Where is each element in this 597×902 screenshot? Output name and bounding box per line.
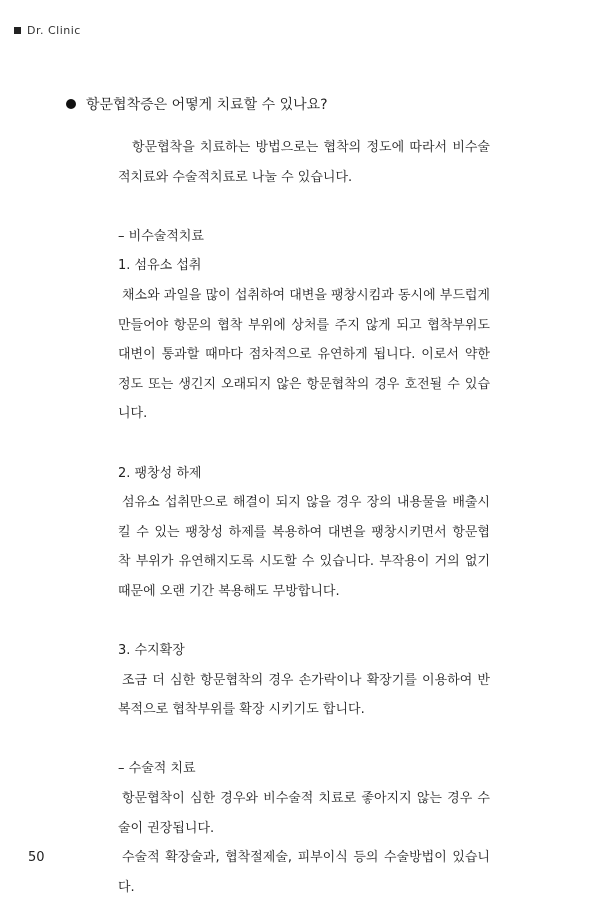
item2-title: 2. 팽창성 하제 <box>118 465 202 481</box>
running-header <box>14 24 81 37</box>
surgical-heading: – 수술적 치료 <box>118 761 196 777</box>
surgical-text-1: 항문협착이 심한 경우와 비수술적 치료로 좋아지지 않는 경우 수술이 권장됩니다. <box>118 791 490 836</box>
bullet-icon <box>66 99 76 109</box>
spacer <box>118 192 490 222</box>
question-heading <box>66 94 328 114</box>
intro-paragraph: 항문협착을 치료하는 방법으로는 협착의 정도에 따라서 비수술적치료와 수술적치료로 나눌 수 있습니다. <box>118 140 490 185</box>
spacer <box>118 607 490 637</box>
question-text: 항문협착증은 어떻게 치료할 수 있나요? <box>86 97 328 113</box>
surgical-text-2: 수술적 확장술과, 협착절제술, 피부이식 등의 수술방법이 있습니다. <box>118 850 490 895</box>
item3-text: 조금 더 심한 항문협착의 경우 손가락이나 확장기를 이용하여 반복적으로 협착부위를 확장 시키기도 합니다. <box>118 672 490 718</box>
header-title: Dr. Clinic <box>27 24 81 37</box>
item3-title: 3. 수지확장 <box>118 643 185 659</box>
page-number: 50 <box>28 850 45 865</box>
spacer <box>118 725 490 755</box>
item1-text: 채소와 과일을 많이 섭취하여 대변을 팽창시킴과 동시에 부드럽게 만들어야 항문의 협착 부위에 상처를 주지 않게 되고 협착부위도 대변이 통과할 때마다 점차적으로 유연하게 됩니다. 이로서 약한 정도 또는 생긴지 오래되지 않은 항문협착의 경우 호전될 수 있습니다. <box>118 287 490 422</box>
main-content <box>118 133 490 902</box>
spacer <box>118 429 490 459</box>
item1-title: 1. 섬유소 섭취 <box>118 258 202 274</box>
item2-text: 섬유소 섭취만으로 해결이 되지 않을 경우 장의 내용물을 배출시킬 수 있는 팽창성 하제를 복용하여 대변을 팽창시키면서 항문협착 부위가 유연해지도록 시도할 수 있습니다. 부작용이 거의 없기 때문에 오랜 기간 복용해도 무방합니다. <box>118 495 490 599</box>
nonsurgical-heading: – 비수술적치료 <box>118 228 204 244</box>
square-icon <box>14 27 21 34</box>
